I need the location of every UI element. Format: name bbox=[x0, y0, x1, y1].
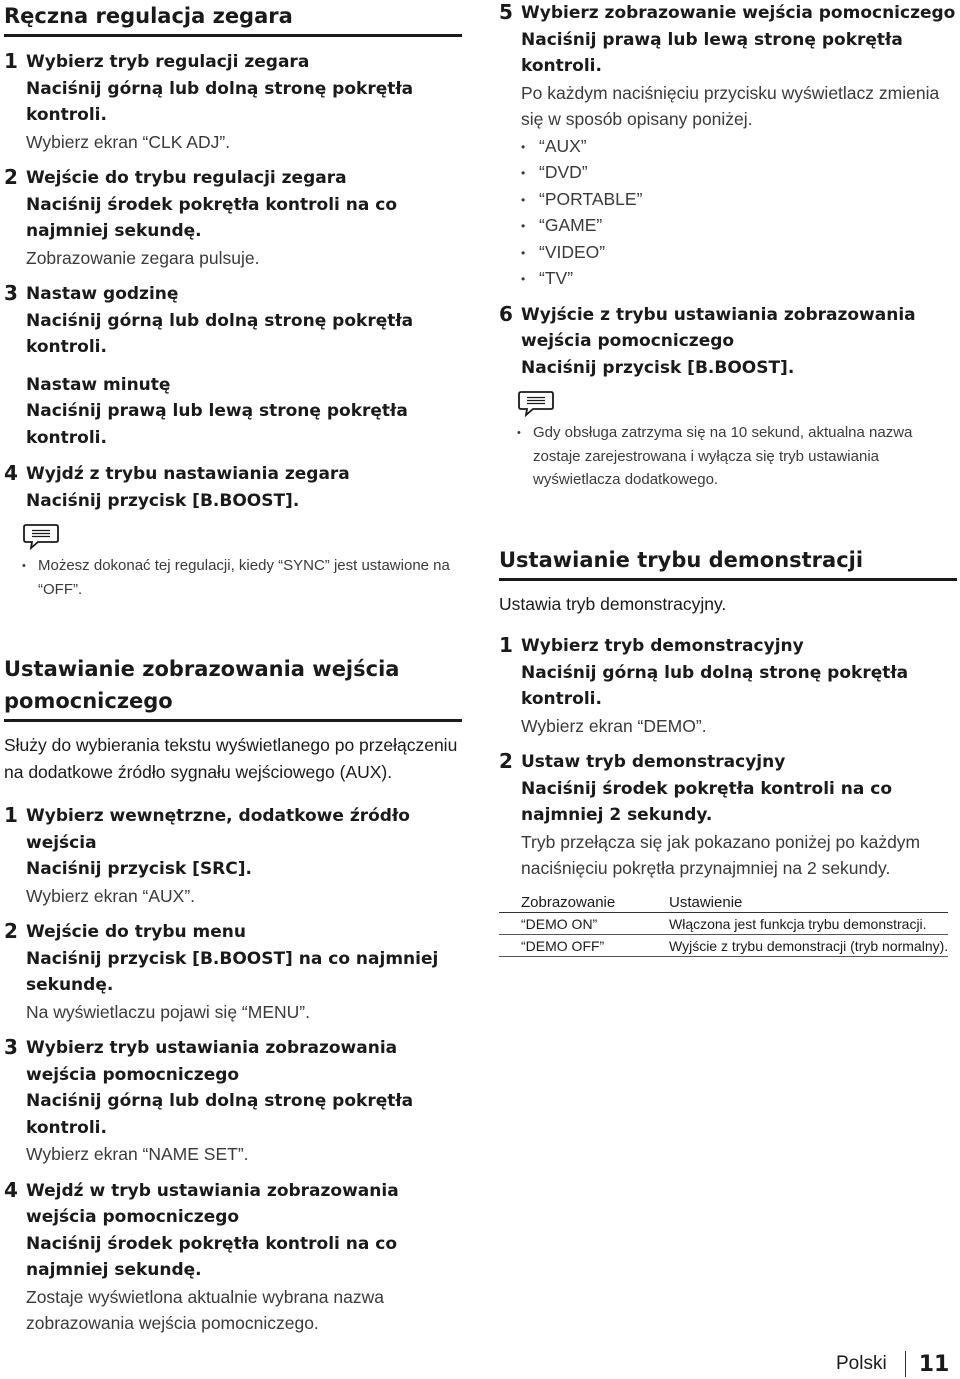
note-block bbox=[4, 522, 462, 601]
step-item bbox=[4, 281, 462, 451]
step-item bbox=[4, 1035, 462, 1168]
step-number: 6 bbox=[499, 301, 513, 326]
step-result: Tryb przełącza się jak pokazano poniżej po każdym naciśnięciu pokrętła przynajmniej na 2 sekundy. bbox=[521, 831, 921, 878]
step-action: Naciśnij przycisk [SRC]. bbox=[26, 859, 252, 879]
section-title-clock: Ręczna regulacja zegara bbox=[4, 0, 462, 37]
step-number: 3 bbox=[4, 1035, 18, 1059]
table-cell: Włączona jest funkcja trybu demonstracji. bbox=[669, 912, 948, 934]
step-action: Naciśnij górną lub dolną stronę pokrętła kontroli. bbox=[26, 1091, 414, 1138]
step-number: 4 bbox=[4, 461, 18, 485]
step-result: Wybierz ekran “CLK ADJ”. bbox=[26, 131, 231, 152]
step-title: Wejdź w tryb ustawiania zobrazowania wejścia pomocniczego bbox=[26, 1180, 399, 1227]
step-title: Wyjdź z trybu nastawiania zegara bbox=[26, 464, 350, 484]
demo-table bbox=[499, 892, 948, 957]
section-title-demo: Ustawianie trybu demonstracji bbox=[499, 544, 957, 581]
step-action: Naciśnij górną lub dolną stronę pokrętła kontroli. bbox=[521, 662, 909, 709]
list-item: • “VIDEO” bbox=[521, 239, 957, 266]
list-item: • “DVD” bbox=[521, 159, 957, 186]
step-item bbox=[499, 302, 957, 382]
step-action: Naciśnij górną lub dolną stronę pokrętła kontroli. bbox=[26, 78, 414, 125]
note-block bbox=[499, 389, 957, 492]
step-item bbox=[4, 49, 462, 155]
step-action: Naciśnij środek pokrętła kontroli na co najmniej sekundę. bbox=[26, 194, 398, 241]
step-title: Wybierz tryb ustawiania zobrazowania wejścia pomocniczego bbox=[26, 1038, 398, 1085]
section-intro: Ustawia tryb demonstracyjny. bbox=[499, 593, 727, 614]
step-item bbox=[4, 919, 462, 1025]
section-title-aux: Ustawianie zobrazowania wejścia pomocniczego bbox=[4, 653, 462, 722]
table-header-row bbox=[499, 892, 948, 913]
step-result: Wybierz ekran “NAME SET”. bbox=[26, 1144, 249, 1164]
step-action: Naciśnij przycisk [B.BOOST]. bbox=[26, 490, 300, 511]
table-cell: Wyjście z trybu demonstracji (tryb normalny). bbox=[669, 934, 948, 956]
step-title: Wyjście z trybu ustawiania zobrazowania wejścia pomocniczego bbox=[521, 304, 916, 351]
step-result: Zobrazowanie zegara pulsuje. bbox=[26, 247, 260, 268]
step-title: Wybierz tryb demonstracyjny bbox=[521, 636, 804, 656]
page-number: 11 bbox=[918, 1351, 950, 1377]
step-title: Wybierz zobrazowanie wejścia pomocniczego bbox=[521, 3, 956, 23]
step-item bbox=[4, 803, 462, 909]
step-result: Wybierz ekran “AUX”. bbox=[26, 885, 196, 906]
step-number: 1 bbox=[4, 803, 18, 827]
step-item bbox=[499, 749, 957, 882]
step-number: 4 bbox=[4, 1177, 18, 1202]
step-title: Wejście do trybu menu bbox=[26, 922, 246, 942]
step-result: Po każdym naciśnięciu przycisku wyświetlacz zmienia się w sposób opisany poniżej. bbox=[521, 82, 940, 129]
step-action: Naciśnij górną lub dolną stronę pokrętła kontroli. bbox=[26, 310, 414, 357]
option-list bbox=[521, 133, 957, 292]
step-action: Naciśnij środek pokrętła kontroli na co najmniej sekundę. bbox=[26, 1233, 398, 1280]
step-number: 1 bbox=[499, 633, 513, 657]
table-row bbox=[499, 934, 948, 956]
list-item: • “TV” bbox=[521, 265, 957, 292]
table-cell: “DEMO OFF” bbox=[499, 934, 669, 956]
step-action: Naciśnij środek pokrętła kontroli na co najmniej 2 sekundy. bbox=[521, 778, 893, 825]
step-item bbox=[499, 633, 957, 739]
list-item: • “PORTABLE” bbox=[521, 186, 957, 213]
step-action: Naciśnij przycisk [B.BOOST] na co najmniej sekundę. bbox=[26, 948, 439, 995]
step-title: Ustaw tryb demonstracyjny bbox=[521, 752, 786, 772]
step-number: 2 bbox=[499, 749, 513, 773]
step-item bbox=[4, 461, 462, 514]
list-item: • “GAME” bbox=[521, 212, 957, 239]
table-header: Ustawienie bbox=[669, 892, 948, 913]
section-intro: Służy do wybierania tekstu wyświetlanego po przełączeniu na dodatkowe źródło sygnału wejściowego (AUX). bbox=[4, 735, 458, 782]
note-icon bbox=[517, 389, 555, 417]
note-text: • Gdy obsługa zatrzyma się na 10 sekund, aktualna nazwa zostaje zarejestrowana i wyłącza się tryb ustawiania wyświetlacza dodatkowego. bbox=[517, 421, 957, 492]
step-item bbox=[499, 0, 957, 292]
step-number: 3 bbox=[4, 281, 18, 305]
step-title: Wybierz tryb regulacji zegara bbox=[26, 52, 310, 72]
step-number: 2 bbox=[4, 919, 18, 943]
step-action: Naciśnij przycisk [B.BOOST]. bbox=[521, 357, 795, 378]
list-item: • “AUX” bbox=[521, 133, 957, 160]
footer-language: Polski bbox=[836, 1353, 887, 1374]
note-text: • Możesz dokonać tej regulacji, kiedy “SYNC” jest ustawione na “OFF”. bbox=[22, 554, 462, 601]
step-number: 2 bbox=[4, 165, 18, 189]
step-title: Wejście do trybu regulacji zegara bbox=[26, 168, 347, 188]
right-column bbox=[499, 0, 957, 957]
step-title: Wybierz wewnętrzne, dodatkowe źródło wejścia bbox=[26, 806, 410, 853]
footer-divider bbox=[905, 1351, 906, 1377]
table-header: Zobrazowanie bbox=[499, 892, 669, 913]
step-title: Nastaw godzinę bbox=[26, 284, 179, 304]
step-action: Naciśnij prawą lub lewą stronę pokrętła kontroli. bbox=[521, 29, 903, 76]
step-number: 5 bbox=[499, 0, 513, 24]
step-result: Zostaje wyświetlona aktualnie wybrana nazwa zobrazowania wejścia pomocniczego. bbox=[26, 1286, 384, 1333]
step-result: Wybierz ekran “DEMO”. bbox=[521, 715, 707, 736]
step-subtitle: Nastaw minutę bbox=[26, 374, 171, 395]
step-number: 1 bbox=[4, 49, 18, 73]
left-column bbox=[4, 0, 462, 1337]
table-row bbox=[499, 912, 948, 934]
note-icon bbox=[22, 522, 60, 550]
step-item bbox=[4, 1178, 462, 1337]
step-item bbox=[4, 165, 462, 271]
step-sub-action: Naciśnij prawą lub lewą stronę pokrętła kontroli. bbox=[26, 401, 408, 448]
step-result: Na wyświetlaczu pojawi się “MENU”. bbox=[26, 1001, 310, 1022]
table-cell: “DEMO ON” bbox=[499, 912, 669, 934]
page-footer bbox=[836, 1351, 949, 1377]
